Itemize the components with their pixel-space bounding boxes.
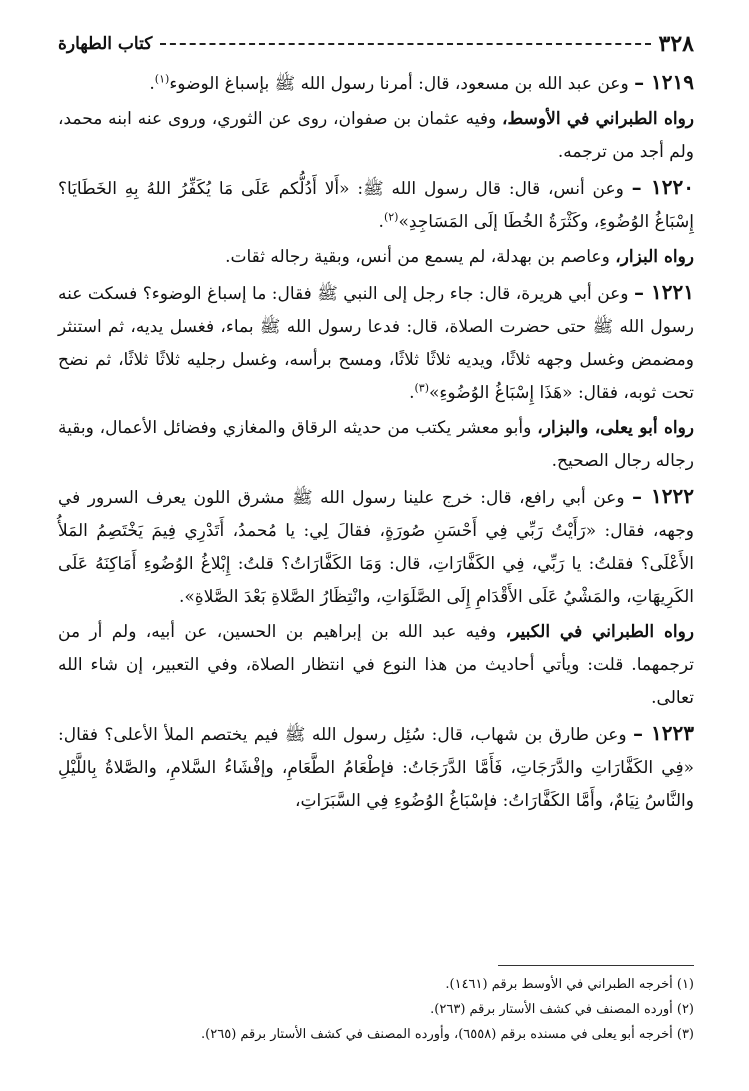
- footnote-separator: [498, 965, 694, 966]
- hadith-paragraph: [58, 480, 694, 614]
- hadith-text: وعن أبي رافع، قال: خرج علينا رسول الله ﷺ مشرق اللون يعرف السرور في وجهه، فقال: «رَأَيْتُ رَبِّي فِي أَحْسَنِ صُورَةٍ، فقالَ لِي: يا مُحمدُ، أَتَدْرِي فِيمَ يَخْتَصِمُ المَلأُ الأَعْلَى؟ فقلتُ: يا رَبِّي، فِي الكَفَّارَاتِ، قال: وَمَا الكَفَّارَاتُ؟ قلتُ: إِبْلاغُ الوُضُوءِ أَمَاكِنَهُ عَلَى الكَرِيهَاتِ، والمَشْيُ عَلَى الأَقْدَامِ إِلَى الصَّلَوَاتِ، وانْتِظَارُ الصَّلاةِ بَعْدَ الصَّلاةِ».: [58, 488, 694, 607]
- hadith-text: وعن طارق بن شهاب، قال: سُئِل رسول الله ﷺ فيم يختصم الملأ الأعلى؟ فقال: «فِي الكَفَّارَاتِ والدَّرَجَاتِ، فَأَمَّا الدَّرَجَاتُ: فإطْعَامُ الطَّعَامِ، وإفْشَاءُ السَّلامِ، والصَّلاةُ بِاللَّيْلِ والنَّاسُ نِيَامٌ، وأَمَّا الكَفَّارَاتُ: فإسْبَاغُ الوُضُوءِ فِي السَّبَرَاتِ،: [58, 725, 694, 811]
- footnote: (٢) أورده المصنف في كشف الأستار برقم (٢٦٣).: [430, 1002, 694, 1017]
- source-paragraph: [58, 241, 694, 274]
- footnotes: [58, 972, 694, 1047]
- hadith-text: وعن أنس، قال: قال رسول الله ﷺ: «أَلا أَدُلُّكم عَلَى مَا يُكَفِّرُ اللهُ بِهِ الخَطَايَا؟ إِسْبَاغُ الوُضُوءِ، وكَثْرَةُ الخُطَا إلَى المَسَاجِدِ»: [58, 179, 694, 232]
- footnote-ref: (٢): [383, 210, 399, 224]
- source-paragraph: [58, 412, 694, 478]
- hadith-number: ١٢٢٢ –: [632, 484, 694, 508]
- source-attribution: رواه أبو يعلى، والبزار،: [537, 418, 694, 438]
- footnote-ref: (٣): [414, 381, 430, 395]
- hadith-paragraph: [58, 171, 694, 239]
- footnote: (٣) أخرجه أبو يعلى في مسنده برقم (٦٥٥٨)، وأورده المصنف في كشف الأستار برقم (٢٦٥).: [201, 1027, 694, 1042]
- book-title: كتاب الطهارة: [58, 34, 153, 54]
- running-header: [58, 30, 694, 58]
- hadith-end: .: [409, 383, 415, 403]
- header-dashed-rule: [160, 43, 650, 45]
- hadith-number: ١٢٢١ –: [633, 280, 694, 304]
- source-attribution: رواه البزار،: [615, 247, 694, 267]
- source-paragraph: [58, 616, 694, 715]
- source-commentary: وأبو معشر يكتب من حديثه الرقاق والمغازي وفضائل الأعمال، وبقية رجاله رجال الصحيح.: [58, 418, 694, 471]
- source-commentary: وفيه عبد الله بن إبراهيم بن الحسين، عن أبيه، ولم أر من ترجمهما. قلت: ويأتي أحاديث من هذا النوع في انتظار الصلاة، وفي التعبير، إن شاء الله تعالى.: [58, 622, 694, 708]
- hadith-text: وعن عبد الله بن مسعود، قال: أمرنا رسول الله ﷺ بإسباغ الوضوء: [169, 74, 635, 94]
- hadith-number: ١٢٢٣ –: [633, 721, 694, 745]
- page-body: [58, 66, 694, 818]
- page-number: ٣٢٨: [658, 31, 694, 57]
- hadith-text: وعن أبي هريرة، قال: جاء رجل إلى النبي ﷺ فقال: ما إسباغ الوضوء؟ فسكت عنه رسول الله ﷺ حتى حضرت الصلاة، قال: فدعا رسول الله ﷺ بماء، فغسل يديه، ثم استنثر ومضمض وغسل وجهه ثلاثًا، ويديه ثلاثًا ثلاثًا، ومسح برأسه، وغسل رجليه ثلاثًا ثلاثًا، ثم نضح تحت ثوبه، فقال: «هَذَا إِسْبَاغُ الوُضُوءِ»: [58, 284, 694, 403]
- footnote: (١) أخرجه الطبراني في الأوسط برقم (١٤٦١).: [445, 977, 694, 992]
- hadith-paragraph: [58, 717, 694, 818]
- source-attribution: رواه الطبراني في الكبير،: [505, 622, 694, 642]
- hadith-paragraph: [58, 66, 694, 101]
- hadith-end: .: [149, 74, 155, 94]
- hadith-number: ١٢٢٠ –: [631, 175, 694, 199]
- source-commentary: وعاصم بن بهدلة، لم يسمع من أنس، وبقية رجاله ثقات.: [225, 247, 616, 267]
- source-attribution: رواه الطبراني في الأوسط،: [502, 109, 695, 129]
- footnote-ref: (١): [154, 72, 170, 86]
- source-commentary: وفيه عثمان بن صفوان، روى عن الثوري، وروى عنه ابنه محمد، ولم أجد من ترجمه.: [58, 109, 694, 162]
- source-paragraph: [58, 103, 694, 169]
- hadith-number: ١٢١٩ –: [634, 70, 694, 94]
- hadith-end: .: [378, 212, 384, 232]
- hadith-paragraph: [58, 276, 694, 410]
